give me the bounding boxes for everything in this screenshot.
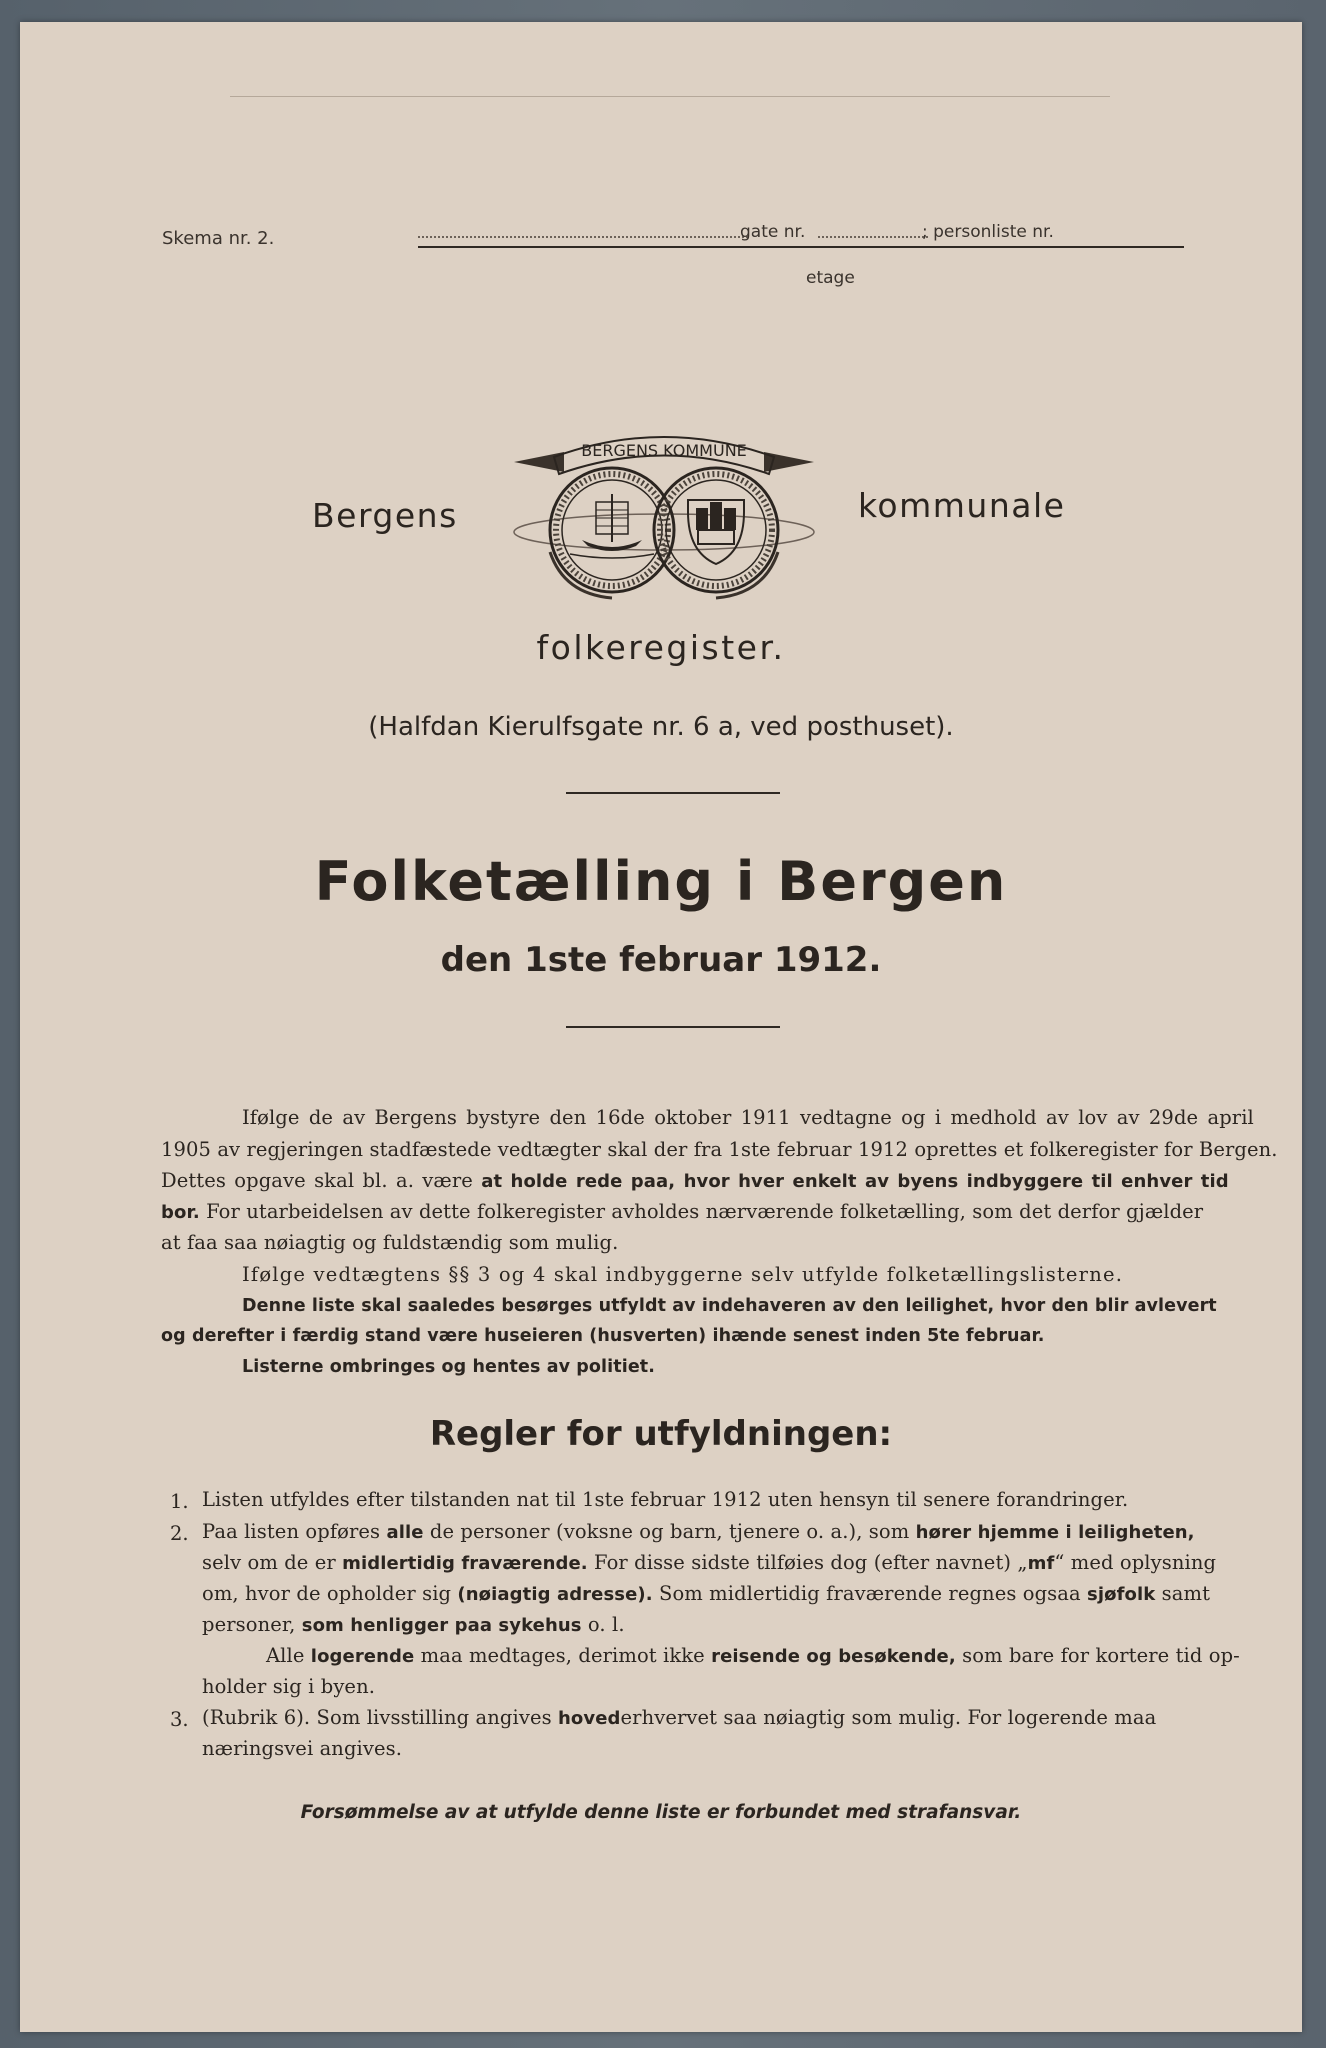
ship-water-line [570,554,654,558]
intro-line-7: Denne liste skal saaledes besørges utfyldt av indehaveren av den leilighet, hvor den blir avlevert [242,1296,1217,1316]
title-rule-top [566,792,780,794]
document-date: den 1ste februar 1912. [440,940,882,980]
rules-heading: Regler for utfyldningen: [429,1414,893,1454]
bergen-municipality-seal [504,422,824,612]
intro-line-3-text: Dettes opgave skal bl. a. være [161,1169,482,1192]
rule-3-text-a: (Rubrik 6). Som livsstilling angives [202,1706,558,1729]
rule-2-line-5 [266,1640,1240,1673]
street-dotted-line [418,236,748,238]
rule-3-emphasis-main: hoved [558,1708,621,1729]
intro-line-8: og derefter i færdig stand være huseieren (husverten) ihænde senest inden 5te februar. [161,1326,1045,1346]
rule-2-line-4 [202,1609,625,1642]
rule-2-line-6: holder sig i byen. [202,1675,376,1698]
rule-3-text-c: erhvervet saa nøiagtig som mulig. For logerende maa [620,1706,1157,1729]
rule-2-emphasis-all: alle [386,1522,424,1543]
rule-2-text-o: personer, [202,1613,302,1636]
castle-tower-right-icon [724,508,736,530]
intro-line-4 [161,1196,1203,1229]
rule-2-emphasis-hospital: som henligger paa sykehus [301,1615,582,1636]
rule-2-text-r: Alle [266,1644,311,1667]
schema-number: Skema nr. 2. [162,228,275,249]
rule-2-text-q: o. l. [581,1613,625,1636]
rule-2-line-1 [202,1516,1195,1549]
rule-2-text-i: “ med oplysning [1054,1551,1217,1574]
intro-line-3 [161,1165,1229,1198]
title-rule-bottom [566,1026,780,1028]
org-name-right: kommunale [858,486,1066,525]
gate-dotted-line [818,236,928,238]
rule-2-number: 2. [170,1522,189,1545]
rule-2-emphasis-lodgers: logerende [310,1646,415,1667]
intro-line-4-text: For utarbeidelsen av dette folkeregister avholdes nærværende folketælling, som det derfor gjælder [199,1200,1204,1223]
org-address: (Halfdan Kierulfsgate nr. 6 a, ved posthuset). [368,712,954,742]
rule-2-emphasis-seamen: sjøfolk [1087,1584,1156,1605]
intro-line-6: Ifølge vedtægtens §§ 3 og 4 skal indbyggerne selv utfylde folketællingslisterne. [242,1263,1124,1286]
rule-3-line-2: næringsvei angives. [202,1737,403,1760]
street-number-label: gate nr. [740,222,806,242]
header-rule [418,246,1184,248]
castle-wall-icon [698,530,734,544]
floor-label: etage [806,268,855,288]
rule-2-text-c: de personer (voksne og barn, tjenere o. a.), som [423,1520,916,1543]
intro-line-4-emphasis: bor. [161,1202,200,1223]
rule-2-text-g: For disse sidste tilføies dog (efter navnet) „ [587,1551,1028,1574]
rule-2-text-e: selv om de er [202,1551,343,1574]
rule-2-emphasis-mf: mf [1027,1553,1055,1574]
intro-line-1: Ifølge de av Bergens bystyre den 16de oktober 1911 vedtagne og i medhold av lov av 29de april [242,1106,1254,1129]
rule-2-text-v: som bare for kortere tid op- [955,1644,1240,1667]
rule-2-text-t: maa medtages, derimot ikke [414,1644,712,1667]
rule-2-emphasis-temporary: midlertidig fraværende. [342,1553,588,1574]
top-faint-line [230,96,1110,97]
rule-2-text-j: om, hvor de opholder sig [202,1582,458,1605]
org-name-registry: folkeregister. [536,628,786,667]
rule-3-number: 3. [170,1708,189,1731]
rule-2-text-n: samt [1155,1582,1211,1605]
castle-tower-left-icon [696,508,708,530]
rule-3-line-1 [202,1702,1156,1735]
person-list-label: ; personliste nr. [922,222,1054,242]
seal-banner-text: BERGENS KOMMUNE [581,441,747,460]
rule-2-text-a: Paa listen opføres [202,1520,387,1543]
intro-line-9: Listerne ombringes og hentes av politiet. [242,1357,655,1377]
rule-2-line-2 [202,1547,1216,1580]
intro-line-5: at faa saa nøiagtig og fuldstændig som mulig. [161,1231,619,1254]
penalty-warning: Forsømmelse av at utfylde denne liste er forbundet med strafansvar. [300,1802,1022,1823]
org-name-left: Bergens [312,496,458,535]
rule-2-emphasis-address: (nøiagtig adresse). [457,1584,653,1605]
document-title: Folketælling i Bergen [314,850,1008,913]
rule-2-emphasis-travelers: reisende og besøkende, [711,1646,956,1667]
census-form-page [20,22,1302,2032]
rule-2-emphasis-home: hører hjemme i leiligheten, [915,1522,1195,1543]
intro-line-3-emphasis: at holde rede paa, hvor hver enkelt av byens indbyggere til enhver tid [481,1171,1229,1192]
rule-1-number: 1. [170,1490,189,1513]
castle-tower-center-icon [710,502,722,530]
rule-2-line-3 [202,1578,1210,1611]
rule-2-text-l: Som midlertidig fraværende regnes ogsaa [652,1582,1088,1605]
rule-1-text: Listen utfyldes efter tilstanden nat til 1ste februar 1912 uten hensyn til senere forandringer. [202,1488,1129,1511]
intro-line-2: 1905 av regjeringen stadfæstede vedtægter skal der fra 1ste februar 1912 oprettes et folkeregister for Bergen. [161,1138,1278,1161]
